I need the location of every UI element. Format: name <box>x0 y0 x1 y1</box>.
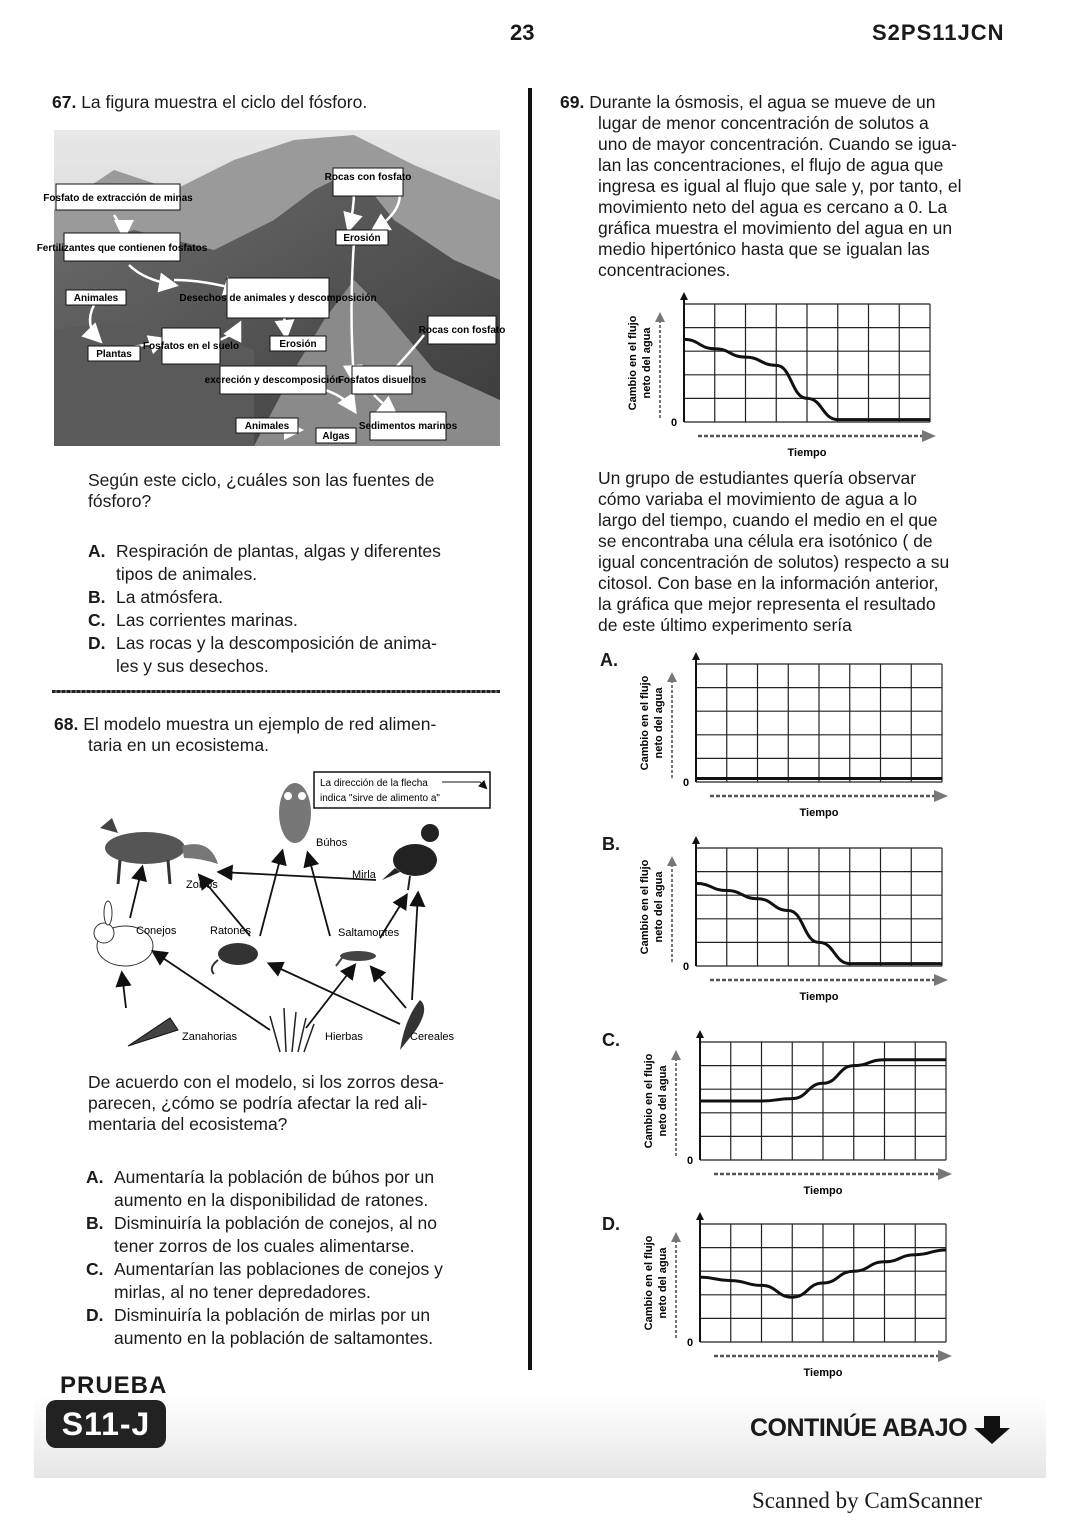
legend-line2: indica "sirve de alimento a" <box>320 793 440 804</box>
q68-question-line3: mentaria del ecosistema? <box>88 1114 288 1134</box>
label-fosfatos-disueltos: Fosfatos disueltos <box>337 375 427 386</box>
option-text: Las corrientes marinas. <box>116 610 298 630</box>
reference-chart <box>624 292 954 467</box>
fox-icon <box>100 818 218 884</box>
q67-option-a[interactable] <box>88 540 508 586</box>
mouse-icon <box>212 943 258 974</box>
option-text-cont: tener zorros de los cuales alimentarse. <box>114 1236 415 1256</box>
option-text-cont: les y sus desechos. <box>116 656 269 676</box>
q69-body <box>598 468 1018 636</box>
zero-tick-label: 0 <box>682 961 690 973</box>
q69-option-c-letter[interactable]: C. <box>602 1030 620 1050</box>
q69-body-line: se encontraba una célula era isotónico ( de <box>598 531 933 551</box>
column-divider <box>528 88 532 1370</box>
q69-option-a-letter[interactable]: A. <box>600 650 618 670</box>
legend-line1: La dirección de la flecha <box>320 778 428 789</box>
x-axis-arrow-icon <box>922 430 936 442</box>
option-text-cont: aumento en la disponibilidad de ratones. <box>114 1190 429 1210</box>
q69-body-line: cómo variaba el movimiento de agua a lo <box>598 489 918 509</box>
q67-stem <box>52 92 367 113</box>
chart-grid <box>684 304 930 422</box>
q68-options <box>86 1166 516 1350</box>
option-letter: D. <box>86 1305 104 1325</box>
label-conejos: Conejos <box>136 925 177 937</box>
phosphorus-cycle-figure <box>36 130 506 446</box>
q67-stem-text: La figura muestra el ciclo del fósforo. <box>81 92 368 112</box>
label-cereales: Cereales <box>410 1031 455 1043</box>
option-text: Aumentarían las poblaciones de conejos y <box>114 1259 443 1279</box>
x-axis-label: Tiempo <box>799 807 839 819</box>
label-fosfatos-suelo: Fosfatos en el suelo <box>142 341 240 352</box>
q69-stem-line: lan las concentraciones, el flujo de agua que <box>598 155 944 175</box>
label-buhos: Búhos <box>316 837 348 849</box>
label-rocas-fosfato-top: Rocas con fosfato <box>324 172 412 183</box>
q69-stem <box>560 92 1020 281</box>
x-axis-label: Tiempo <box>799 991 839 1003</box>
label-animales-top: Animales <box>73 293 119 304</box>
q69-stem-line: Durante la ósmosis, el agua se mueve de un <box>589 92 936 112</box>
label-algas: Algas <box>322 431 350 442</box>
option-letter: A. <box>86 1167 104 1187</box>
label-zorros: Zorros <box>186 879 218 891</box>
q69-option-c-chart[interactable] <box>640 1030 970 1205</box>
label-fertilizantes: Fertilizantes que contienen fosfatos <box>36 243 208 254</box>
y-axis-label: Cambio en el flujo neto del agua <box>643 1053 669 1149</box>
label-zanahorias: Zanahorias <box>182 1031 238 1043</box>
q69-stem-line: medio hipertónico hasta que se igualan las <box>598 239 930 259</box>
x-axis-label: Tiempo <box>803 1185 843 1197</box>
y-direction-arrow-icon <box>671 1232 681 1242</box>
q67-option-c[interactable] <box>88 609 508 632</box>
x-axis-arrow-icon <box>934 974 948 986</box>
q69-option-b-chart[interactable] <box>636 836 966 1011</box>
q68-stem-line2: taria en un ecosistema. <box>88 735 269 755</box>
q67-number: 67. <box>52 92 77 112</box>
q68-option-b[interactable] <box>86 1212 516 1258</box>
q68-stem <box>54 714 504 756</box>
option-text: Disminuiría la población de conejos, al no <box>114 1213 437 1233</box>
food-web-figure <box>90 768 500 1058</box>
label-rocas-fosfato-right: Rocas con fosfato <box>418 325 506 336</box>
y-axis-arrow-icon <box>692 836 700 844</box>
owl-icon <box>279 783 311 843</box>
y-direction-arrow-icon <box>667 672 677 682</box>
label-plantas: Plantas <box>96 349 132 360</box>
q69-body-line: Un grupo de estudiantes quería observar <box>598 468 917 488</box>
y-axis-label: Cambio en el flujo neto del agua <box>643 1235 669 1331</box>
y-axis-arrow-icon <box>696 1212 704 1220</box>
q69-option-a-chart[interactable] <box>636 652 966 827</box>
q69-option-b-letter[interactable]: B. <box>602 834 620 854</box>
option-letter: A. <box>88 541 106 561</box>
q68-question-line1: De acuerdo con el modelo, si los zorros desa- <box>88 1072 445 1092</box>
x-axis-label: Tiempo <box>803 1367 843 1379</box>
option-text: La atmósfera. <box>116 587 223 607</box>
y-direction-arrow-icon <box>667 856 677 866</box>
label-sedimentos: Sedimentos marinos <box>358 421 458 432</box>
q68-stem-line1: El modelo muestra un ejemplo de red alimen- <box>83 714 437 734</box>
q69-stem-line: lugar de menor concentración de solutos a <box>598 113 929 133</box>
q69-stem-line: uno de mayor concentración. Cuando se igua- <box>598 134 957 154</box>
test-badge: S11-J <box>46 1400 166 1448</box>
q68-option-d[interactable] <box>86 1304 516 1350</box>
option-text-cont: tipos de animales. <box>116 564 258 584</box>
question-divider <box>52 690 500 693</box>
option-letter: B. <box>86 1213 104 1233</box>
zero-tick-label: 0 <box>686 1155 694 1167</box>
page-number: 23 <box>510 20 535 45</box>
label-fosfato-minas: Fosfato de extracción de minas <box>43 193 193 204</box>
arrow-down-icon <box>972 1414 1012 1446</box>
chart-grid <box>696 664 942 782</box>
q67-options <box>88 540 508 678</box>
label-desechos: Desechos de animales y descomposición <box>179 293 377 304</box>
y-axis-arrow-icon <box>680 292 688 300</box>
y-axis-label: Cambio en el flujo neto del agua <box>639 675 665 771</box>
q69-stem-line: concentraciones. <box>598 260 731 280</box>
x-axis-arrow-icon <box>938 1168 952 1180</box>
q69-body-line: largo del tiempo, cuando el medio en el que <box>598 510 938 530</box>
grass-icon <box>270 1008 314 1052</box>
label-erosion-top: Erosión <box>343 233 381 244</box>
q69-stem-line: gráfica muestra el movimiento del agua en un <box>598 218 953 238</box>
y-direction-arrow-icon <box>671 1050 681 1060</box>
q68-option-c[interactable] <box>86 1258 516 1304</box>
label-erosion-mid: Erosión <box>279 339 317 350</box>
q67-option-b[interactable] <box>88 586 508 609</box>
chart-grid <box>696 848 942 966</box>
option-letter: B. <box>88 587 106 607</box>
label-saltamontes: Saltamontes <box>338 927 400 939</box>
y-axis-label: Cambio en el flujo neto del agua <box>639 859 665 955</box>
option-text: Aumentaría la población de búhos por un <box>114 1167 435 1187</box>
label-mirla: Mirla <box>352 869 376 881</box>
q69-body-line: igual concentración de solutos) respecto a su <box>598 552 950 572</box>
label-hierbas: Hierbas <box>325 1031 363 1043</box>
option-letter: D. <box>88 633 106 653</box>
x-axis-label: Tiempo <box>787 447 827 459</box>
zero-tick-label: 0 <box>682 777 690 789</box>
option-text: Respiración de plantas, algas y diferentes <box>116 541 441 561</box>
option-text-cont: mirlas, al no tener depredadores. <box>114 1282 371 1302</box>
q67-question: Según este ciclo, ¿cuáles son las fuentes de fósforo? <box>88 470 435 511</box>
grasshopper-icon <box>336 951 376 966</box>
option-text: Las rocas y la descomposición de anima- <box>116 633 437 653</box>
label-ratones: Ratones <box>210 925 251 937</box>
option-letter: C. <box>88 610 106 630</box>
y-direction-arrow-icon <box>655 312 665 322</box>
continue-label: CONTINÚE ABAJO <box>750 1414 968 1442</box>
carrot-icon <box>128 1018 178 1046</box>
y-axis-arrow-icon <box>692 652 700 660</box>
scanner-watermark: Scanned by CamScanner <box>752 1488 982 1513</box>
exam-code: S2PS11JCN <box>872 20 1005 45</box>
q69-stem-line: movimiento neto del agua es cercano a 0. La <box>598 197 948 217</box>
x-axis-arrow-icon <box>938 1350 952 1362</box>
option-text-cont: aumento en la población de saltamontes. <box>114 1328 434 1348</box>
option-letter: C. <box>86 1259 104 1279</box>
option-text: Disminuiría la población de mirlas por un <box>114 1305 431 1325</box>
zero-tick-label: 0 <box>670 417 678 429</box>
q68-question-line2: parecen, ¿cómo se podría afectar la red ali- <box>88 1093 428 1113</box>
label-animales-bottom: Animales <box>244 421 290 432</box>
y-axis-arrow-icon <box>696 1030 704 1038</box>
x-axis-arrow-icon <box>934 790 948 802</box>
q68-option-a[interactable] <box>86 1166 516 1212</box>
q69-body-line: citosol. Con base en la información anterior, <box>598 573 939 593</box>
y-axis-label: Cambio en el flujo neto del agua <box>627 315 653 411</box>
prueba-label: PRUEBA <box>60 1372 168 1399</box>
q68-number: 68. <box>54 714 79 734</box>
q69-option-d-letter[interactable]: D. <box>602 1214 620 1234</box>
q69-number: 69. <box>560 92 585 112</box>
label-excrecion: excreción y descomposición <box>204 375 342 386</box>
q69-stem-line: ingresa es igual al flujo que sale y, por tanto, el <box>598 176 962 196</box>
q69-body-line: la gráfica que mejor representa el resultado <box>598 594 936 614</box>
q69-option-d-chart[interactable] <box>640 1212 970 1387</box>
blackbird-icon <box>382 824 439 890</box>
q67-option-d[interactable] <box>88 632 508 678</box>
zero-tick-label: 0 <box>686 1337 694 1349</box>
q69-body-line: de este último experimento sería <box>598 615 852 635</box>
q68-question <box>88 1072 508 1135</box>
